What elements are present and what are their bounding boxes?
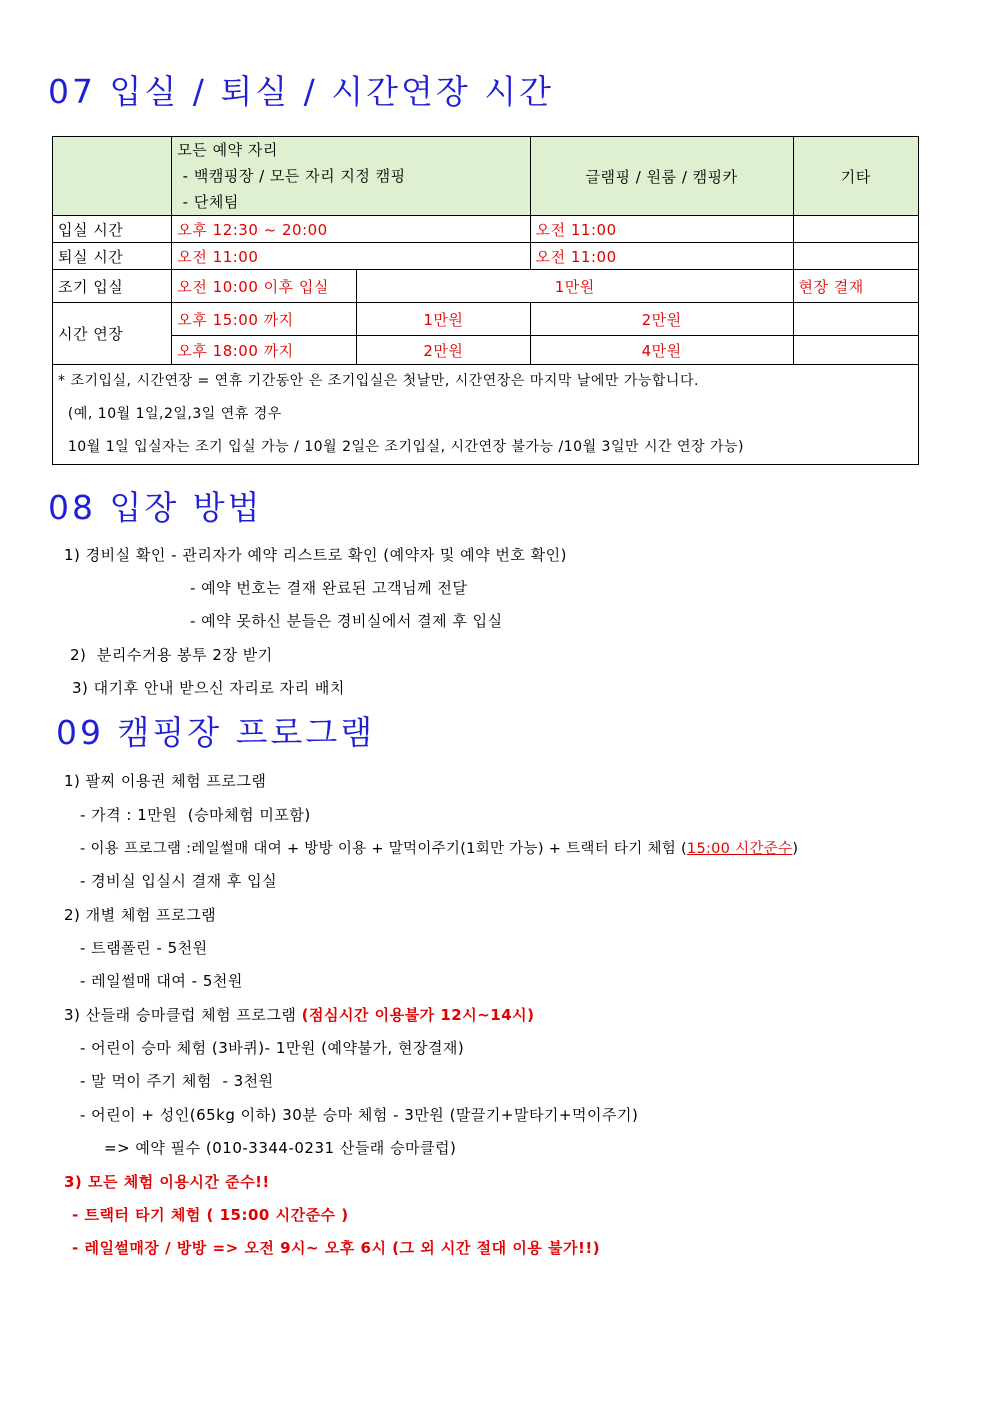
program-2-item: - 트램폴린 - 5천원: [80, 939, 208, 957]
header-all-reservations: [172, 137, 530, 216]
entry-step-3: 3) 대기후 안내 받으신 자리로 자리 배치: [72, 679, 345, 697]
extend-etc-1: [793, 303, 918, 336]
section-07-title: 07 입실 / 퇴실 / 시간연장 시간: [48, 72, 554, 111]
extend-time-2: 오후 18:00 까지: [172, 336, 357, 365]
table-note-row: [53, 365, 919, 465]
note-line: 10월 1일 입실자는 조기 입실 가능 / 10월 2일은 조기입실, 시간연장 불가능 /10월 3일만 시간 연장 가능): [58, 439, 744, 455]
program-1-detail-end: ): [792, 841, 799, 857]
program-3-title: [64, 1004, 534, 1025]
section-08-title: 08 입장 방법: [48, 488, 263, 527]
table-row: [53, 336, 919, 365]
early-price: 1만원: [357, 270, 794, 303]
note-line: * 조기입실, 시간연장 = 연휴 기간동안 은 조기입실은 첫날만, 시간연장은 마지막 날에만 가능합니다.: [58, 373, 699, 389]
early-time: 오전 10:00 이후 입실: [172, 270, 357, 303]
extend-etc-2: [793, 336, 918, 365]
row-label-checkout: 퇴실 시간: [53, 243, 172, 270]
time-table: [52, 136, 919, 465]
row-label-extend: 시간 연장: [53, 303, 172, 365]
header-etc: 기타: [793, 137, 918, 216]
program-3-item: - 어린이 승마 체험 (3바퀴)- 1만원 (예약불가, 현장결재): [80, 1039, 465, 1057]
program-3-reservation: => 예약 필수 (010-3344-0231 산들래 승마클럽): [104, 1139, 457, 1157]
header-empty-cell: [53, 137, 172, 216]
extend-price-1b: 2만원: [530, 303, 793, 336]
header-line: - 단체팀: [177, 193, 239, 211]
header-glamping: 글램핑 / 원룸 / 캠핑카: [530, 137, 793, 216]
program-3-lunch-note: (점심시간 이용불가 12시~14시): [301, 1006, 535, 1024]
program-3-title-text: 3) 산들래 승마클럽 체험 프로그램: [64, 1006, 302, 1024]
program-1-price: - 가격 : 1만원 (승마체험 미포함): [80, 806, 311, 824]
row-label-early: 조기 입실: [53, 270, 172, 303]
table-note: [53, 365, 919, 465]
table-row: [53, 303, 919, 336]
checkin-etc: [793, 216, 918, 243]
row-label-checkin: 입실 시간: [53, 216, 172, 243]
checkin-glamping: 오전 11:00: [530, 216, 793, 243]
program-1-detail: [80, 837, 798, 858]
checkout-etc: [793, 243, 918, 270]
extend-price-2a: 2만원: [357, 336, 531, 365]
program-1-detail-text: - 이용 프로그램 :레일썰매 대여 + 방방 이용 + 말먹이주기(1회만 가능) + 트랙터 타기 체험 (: [80, 841, 687, 857]
table-row: [53, 243, 919, 270]
program-3-item: - 어린이 + 성인(65kg 이하) 30분 승마 체험 - 3만원 (말끌기+말타기+먹이주기): [80, 1106, 639, 1124]
program-2-item: - 레일썰매 대여 - 5천원: [80, 972, 243, 990]
header-line: 모든 예약 자리: [177, 141, 278, 159]
table-header-row: [53, 137, 919, 216]
program-1-pay: - 경비실 입실시 결재 후 입실: [80, 872, 278, 890]
program-1-title: 1) 팔찌 이용권 체험 프로그램: [64, 772, 267, 790]
header-line: - 백캠핑장 / 모든 자리 지정 캠핑: [177, 167, 406, 185]
entry-step-1-sub: - 예약 번호는 결재 완료된 고객님께 전달: [190, 579, 468, 597]
checkout-all: 오전 11:00: [172, 243, 530, 270]
rules-title: 3) 모든 체험 이용시간 준수!!: [64, 1173, 270, 1191]
checkout-glamping: 오전 11:00: [530, 243, 793, 270]
table-row: [53, 216, 919, 243]
early-payment: 현장 결재: [793, 270, 918, 303]
extend-time-1: 오후 15:00 까지: [172, 303, 357, 336]
program-3-item: - 말 먹이 주기 체험 - 3천원: [80, 1072, 274, 1090]
table-row: [53, 270, 919, 303]
program-2-title: 2) 개별 체험 프로그램: [64, 906, 217, 924]
program-1-time-note: 15:00 시간준수: [686, 841, 793, 857]
extend-price-2b: 4만원: [530, 336, 793, 365]
entry-step-2: 2) 분리수거용 봉투 2장 받기: [70, 646, 273, 664]
section-09-title: 09 캠핑장 프로그램: [56, 713, 376, 752]
rules-item: - 레일썰매장 / 방방 => 오전 9시~ 오후 6시 (그 외 시간 절대 이용 불가!!): [72, 1239, 601, 1257]
entry-step-1: 1) 경비실 확인 - 관리자가 예약 리스트로 확인 (예약자 및 예약 번호 확인): [64, 546, 567, 564]
checkin-all: 오후 12:30 ~ 20:00: [172, 216, 530, 243]
note-line: (예, 10월 1일,2일,3일 연휴 경우: [58, 406, 282, 422]
entry-step-1-sub: - 예약 못하신 분들은 경비실에서 결제 후 입실: [190, 612, 503, 630]
rules-item: - 트랙터 타기 체험 ( 15:00 시간준수 ): [72, 1206, 349, 1224]
extend-price-1a: 1만원: [357, 303, 531, 336]
